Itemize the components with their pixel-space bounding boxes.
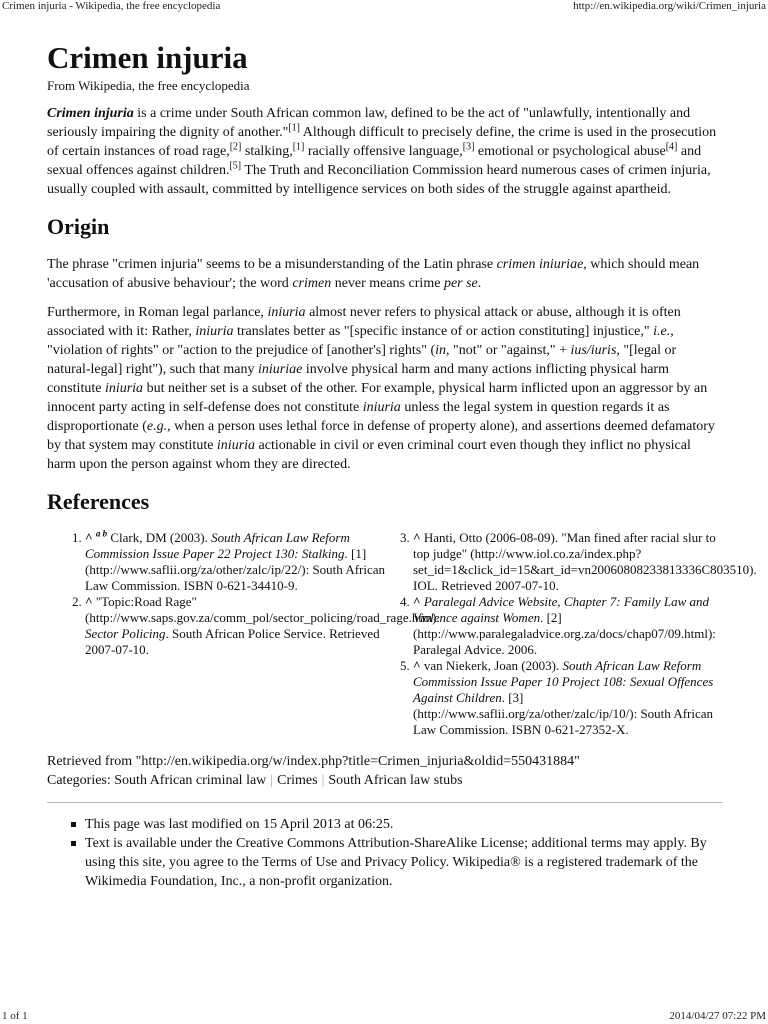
references-list bbox=[47, 528, 757, 738]
backlink-caret[interactable]: ^ bbox=[85, 594, 93, 609]
category-link[interactable]: South African law stubs bbox=[328, 773, 463, 788]
article bbox=[47, 38, 757, 891]
category-link[interactable]: Crimes bbox=[277, 773, 318, 788]
citation-link[interactable]: [3] bbox=[462, 141, 475, 153]
references-column-1 bbox=[47, 528, 440, 738]
print-header-title: Crimen injuria - Wikipedia, the free encyclopedia bbox=[2, 0, 221, 12]
category-link[interactable]: South African criminal law bbox=[114, 773, 267, 788]
categories-bar: Categories: South African criminal law | Crimes | South African law stubs bbox=[47, 773, 463, 788]
backlink-caret[interactable]: ^ bbox=[413, 658, 421, 673]
reference-item: 3. ^ Hanti, Otto (2006-08-09). "Man fined after racial slur to top judge" (http://www.iol.co.za/index.php?set_id=1&click_id=15&art_id=vn20060808233813336C803510). IOL. Retrieved 2007-07-10. bbox=[413, 530, 723, 594]
backlink-letters[interactable]: a b bbox=[95, 528, 108, 539]
reference-item: 1. ^ $^{a b}$ Clark, DM (2003). South African Law Reform Commission Issue Paper 22 Project 130: Stalking. [1] (http://www.saflii.org/za/other/zalc/ip/22/): South African Law Commission. ISBN 0-621-34410-9. bbox=[85, 530, 385, 594]
reference-item: 4. ^ Paralegal Advice Website, Chapter 7: Family Law and Violence against Women. [2] (http://www.paralegaladvice.org.za/docs/chap07/09.html): Paralegal Advice. 2006. bbox=[413, 594, 723, 658]
page-subtitle: From Wikipedia, the free encyclopedia bbox=[47, 78, 250, 93]
footer-divider bbox=[47, 802, 723, 803]
reference-item: 2. ^ "Topic:Road Rage" (http://www.saps.gov.za/comm_pol/sector_policing/road_rage.htm). Sector Policing. South African Police Service. Retrieved 2007-07-10. bbox=[85, 594, 385, 658]
footer-last-modified: This page was last modified on 15 April 2013 at 06:25. bbox=[85, 815, 723, 834]
categories-label: Categories: bbox=[47, 773, 111, 788]
page-footer bbox=[47, 815, 723, 891]
intro-term: Crimen injuria bbox=[47, 106, 134, 121]
citation-link[interactable]: [4] bbox=[665, 141, 678, 153]
intro-paragraph: Crimen injuria is a crime under South African common law, defined to be the act of "unlawfully, intentionally and seriously impairing the dignity of another."[1] Although difficult to precisely define, the crime is used in the prosecution of certain instances of road rage,[2] stalking,[1] racially offensive language,[3] emotional or psychological abuse[4] and sexual offences against children.[5] The Truth and Reconciliation Commission heard numerous cases of crimen injuria, usually coupled with assault, committed by intelligence services on both sides of the struggle against apartheid. bbox=[47, 106, 717, 197]
citation-link[interactable]: [1] bbox=[288, 122, 301, 134]
citation-link[interactable]: [2] bbox=[229, 141, 242, 153]
print-header-url: http://en.wikipedia.org/wiki/Crimen_injuria bbox=[573, 0, 766, 12]
origin-paragraph-1: The phrase "crimen injuria" seems to be a misunderstanding of the Latin phrase crimen iniuriae, which should mean 'accusation of abusive behaviour'; the word crimen never means crime per se. bbox=[47, 257, 700, 291]
footer-license: Text is available under the Creative Commons Attribution-ShareAlike License; additional terms may apply. By using this site, you agree to the Terms of Use and Privacy Policy. Wikipedia® is a registered trademark of the Wikimedia Foundation, Inc., a non-profit organization. bbox=[85, 834, 723, 891]
references-column-2 bbox=[385, 530, 757, 738]
print-footer-page: 1 of 1 bbox=[2, 1010, 28, 1022]
page-title: Crimen injuria bbox=[47, 40, 248, 75]
section-heading-references: References bbox=[47, 489, 150, 514]
print-header bbox=[0, 0, 768, 12]
citation-link[interactable]: [1] bbox=[292, 141, 305, 153]
section-heading-origin: Origin bbox=[47, 214, 110, 239]
print-footer bbox=[0, 1010, 768, 1022]
backlink-caret[interactable]: ^ bbox=[85, 530, 93, 545]
reference-item: 5. ^ van Niekerk, Joan (2003). South African Law Reform Commission Issue Paper 10 Project 108: Sexual Offences Against Children. [3] (http://www.saflii.org/za/other/zalc/ip/10/): South African Law Commission. ISBN 0-621-27352-X. bbox=[413, 658, 723, 738]
origin-paragraph-2: Furthermore, in Roman legal parlance, iniuria almost never refers to physical attack or abuse, although it is often associated with it: Rather, iniuria translates better as "[specific instance of or action constituting] injustice," i.e., "violation of rights" or "action to the prejudice of [another's] rights" (in, "not" or "against," + ius/iuris, "[legal or natural-legal] right"), such that many iniuriae involve physical harm and many actions inflicting physical harm constitute iniuria but neither set is a subset of the other. For example, physical harm inflicted upon an aggressor by an innocent party acting in self-defense does not constitute iniuria unless the legal system in question regards it as disproportionate (e.g., when a person uses lethal force in defense of property alone), and assertions deemed defamatory by that system may constitute iniuria actionable in civil or even criminal court even though they inflict no physical harm upon the person against whom they are directed. bbox=[47, 305, 715, 472]
retrieved-from: Retrieved from "http://en.wikipedia.org/w/index.php?title=Crimen_injuria&oldid=550431884" bbox=[47, 754, 580, 769]
citation-link[interactable]: [5] bbox=[229, 160, 242, 172]
backlink-caret[interactable]: ^ bbox=[413, 530, 421, 545]
backlink-caret[interactable]: ^ bbox=[413, 594, 421, 609]
print-footer-datetime: 2014/04/27 07:22 PM bbox=[669, 1010, 766, 1022]
